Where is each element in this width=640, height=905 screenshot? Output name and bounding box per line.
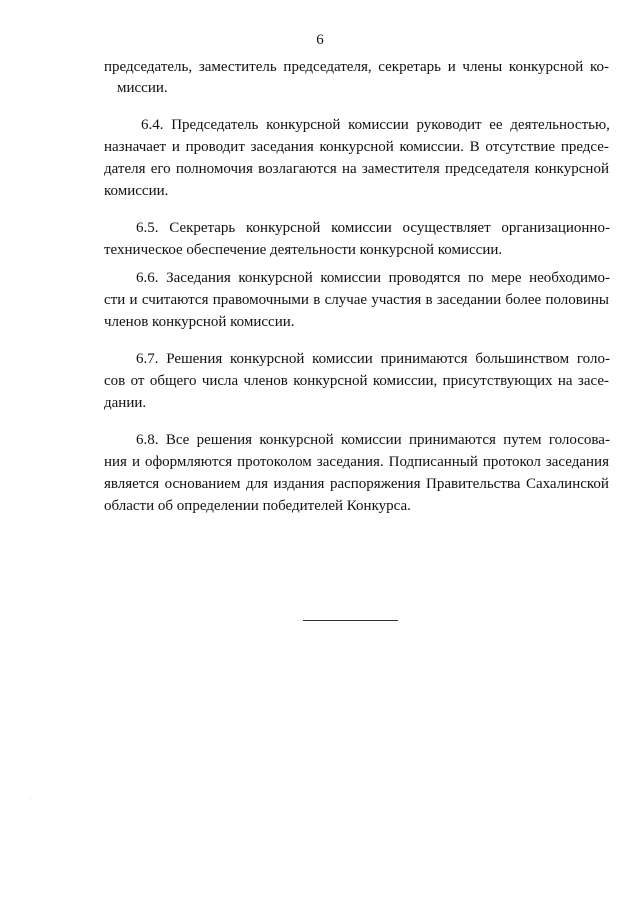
end-separator-line <box>303 620 398 621</box>
word: является <box>104 476 160 492</box>
word: половины <box>545 292 609 308</box>
word: победителей <box>262 498 344 514</box>
word: Решения <box>166 351 223 367</box>
word: комиссии. <box>399 139 464 155</box>
text-line <box>141 116 610 134</box>
word: комиссии. <box>230 314 295 330</box>
word: ния <box>104 454 127 470</box>
word: более <box>505 292 542 308</box>
word: организационно- <box>501 220 610 236</box>
word: для <box>245 476 268 492</box>
word: считаются <box>141 292 209 308</box>
word: издания <box>273 476 325 492</box>
word: дании. <box>104 395 147 411</box>
word: заместитель <box>198 59 277 75</box>
word: Председатель <box>171 117 259 133</box>
word: комиссии <box>331 220 392 236</box>
scan-speck <box>30 798 31 799</box>
word: отсутствие <box>485 139 556 155</box>
page-number: 6 <box>316 32 324 48</box>
word: и <box>129 292 138 308</box>
word: заместителя <box>361 161 440 177</box>
word: заседания. <box>316 454 384 470</box>
word: комиссии <box>312 351 373 367</box>
word: 6.7. <box>136 351 159 367</box>
word: техническое <box>104 242 183 258</box>
word: и <box>131 454 140 470</box>
text-line <box>104 291 609 309</box>
word: необходимо- <box>529 270 610 286</box>
word: возлагаются <box>258 161 337 177</box>
text-line <box>104 58 609 76</box>
word: и <box>447 59 456 75</box>
word: Подписанный <box>388 454 478 470</box>
word: проводит <box>185 139 245 155</box>
word: на <box>342 161 357 177</box>
word: предсе- <box>560 139 609 155</box>
word: об <box>157 498 174 514</box>
word: участия <box>371 292 422 308</box>
word: 6.8. <box>136 432 159 448</box>
word: дателя <box>104 161 146 177</box>
word: осуществляет <box>402 220 491 236</box>
word: конкурсной <box>508 59 584 75</box>
word: мере <box>491 270 522 286</box>
word: председателя <box>445 161 530 177</box>
word: заседания <box>250 139 314 155</box>
word: миссии. <box>117 80 168 96</box>
text-line <box>104 241 506 259</box>
word: конкурсной <box>534 161 609 177</box>
word: 6.4. <box>141 117 164 133</box>
text-line <box>104 475 609 493</box>
word: комиссии. <box>437 242 503 258</box>
text-line <box>104 313 298 331</box>
word: голо- <box>576 351 610 367</box>
word: комиссии <box>348 117 409 133</box>
word: случае <box>324 292 368 308</box>
word: области <box>104 498 155 514</box>
word: на <box>557 373 573 389</box>
word: конкурсной <box>319 139 394 155</box>
word: по <box>468 270 484 286</box>
word: от <box>130 373 145 389</box>
word: конкурсной <box>293 373 368 389</box>
word: конкурсной <box>238 270 313 286</box>
text-line <box>104 497 415 515</box>
text-line <box>104 394 150 412</box>
word: комиссии <box>320 270 381 286</box>
text-line <box>104 372 609 390</box>
word: основанием <box>164 476 241 492</box>
word: секретарь <box>378 59 441 75</box>
word: присутствующих <box>442 373 553 389</box>
word: засе- <box>577 373 609 389</box>
word: решения <box>196 432 252 448</box>
word: полномочия <box>175 161 253 177</box>
word: конкурсной <box>246 220 321 236</box>
word: комиссии. <box>104 183 169 199</box>
word: конкурсной <box>152 314 227 330</box>
word: Правительства <box>426 476 521 492</box>
word: 6.6. <box>136 270 159 286</box>
word: принимаются <box>408 432 496 448</box>
word: Все <box>165 432 190 448</box>
word: председателя, <box>283 59 372 75</box>
word: сов <box>104 373 126 389</box>
text-line <box>104 453 609 471</box>
word: председатель, <box>104 59 193 75</box>
word: членов <box>104 314 149 330</box>
word: назначает <box>104 139 167 155</box>
word: определении <box>176 498 259 514</box>
word: обеспечение <box>186 242 267 258</box>
word: члены <box>462 59 503 75</box>
word: руководит <box>416 117 482 133</box>
word: протокол <box>482 454 541 470</box>
word: сти <box>104 292 126 308</box>
word: деятельностью, <box>510 117 610 133</box>
word: Конкурса. <box>346 498 411 514</box>
text-line <box>136 431 610 449</box>
word: конкурсной <box>259 432 334 448</box>
word: путем <box>503 432 542 448</box>
word: конкурсной <box>266 117 341 133</box>
word: В <box>469 139 480 155</box>
word: Секретарь <box>169 220 236 236</box>
word: числа <box>201 373 239 389</box>
word: голосова- <box>548 432 610 448</box>
word: заседании <box>436 292 502 308</box>
word: конкурсной <box>359 242 434 258</box>
word: ее <box>489 117 503 133</box>
word: правомочными <box>212 292 309 308</box>
word: Заседания <box>166 270 231 286</box>
text-line <box>117 79 171 97</box>
word: комиссии <box>341 432 402 448</box>
word: проводятся <box>388 270 461 286</box>
word: и <box>171 139 180 155</box>
word: комиссии, <box>372 373 438 389</box>
word: в <box>313 292 321 308</box>
text-line <box>104 182 172 200</box>
word: его <box>150 161 171 177</box>
word: принимаются <box>380 351 468 367</box>
word: ко- <box>589 59 609 75</box>
word: 6.5. <box>136 220 159 236</box>
word: в <box>425 292 433 308</box>
word: оформляются <box>144 454 233 470</box>
word: общего <box>149 373 197 389</box>
text-line <box>136 269 610 287</box>
text-line <box>136 219 610 237</box>
text-line <box>104 160 609 178</box>
word: деятельности <box>270 242 356 258</box>
text-line <box>104 138 609 156</box>
word: Сахалинской <box>525 476 609 492</box>
word: протоколом <box>237 454 312 470</box>
word: распоряжения <box>329 476 421 492</box>
word: заседания <box>545 454 609 470</box>
word: членов <box>243 373 288 389</box>
text-line <box>136 350 610 368</box>
word: большинством <box>475 351 570 367</box>
word: конкурсной <box>230 351 305 367</box>
